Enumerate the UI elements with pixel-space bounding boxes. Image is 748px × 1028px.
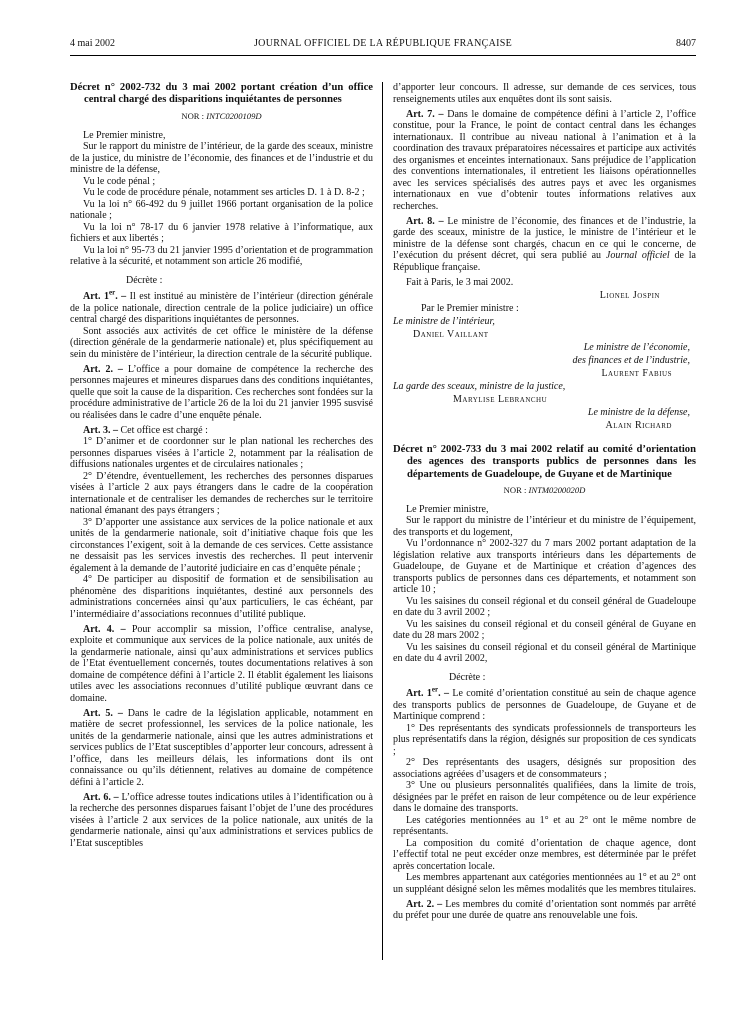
text-run: Fait à Paris, le 3 mai 2002. xyxy=(406,276,514,288)
text-run: Décrète : xyxy=(449,671,486,683)
paragraph xyxy=(70,176,373,188)
text-run: 1° Des représentants des syndicats professionnels de transporteurs les plus représentatifs dans la région, désignés sur proposition de ces syndicats ; xyxy=(393,722,696,757)
text-run: des finances et de l’industrie, xyxy=(572,354,690,366)
nor-line xyxy=(393,485,696,495)
text-run: Vu les saisines du conseil régional et du conseil général de Guyane en date du 28 mars 2002 ; xyxy=(393,618,696,642)
paragraph xyxy=(393,757,696,780)
text-run: Vu la loi n° 78-17 du 6 janvier 1978 relative à l’informatique, aux fichiers et aux libertés ; xyxy=(70,221,373,245)
text-run: NOR : xyxy=(503,484,529,495)
left-column xyxy=(70,82,383,960)
text-run: L’office a pour domaine de compétence la recherche des personnes majeures et mineures disparues dans des conditions inquiétantes, quelle que soit la cause de la disparition. Ces recherches sont fondées sur la procédure administrative de l’article 26 de la loi du 21 janvier 1995 susvisé ou réalisées dans le cadre d’une enquête pénale. xyxy=(70,363,373,421)
header-rule xyxy=(70,55,696,56)
text-run: 2° D’étendre, éventuellement, les recherches des personnes disparues visées à l’article 2 aux pays étrangers dans le cadre de la coopération internationale et de centraliser les demandes de recherches sur le territoire national émanant des pays étrangers ; xyxy=(70,470,373,517)
paragraph xyxy=(393,277,696,289)
paragraph xyxy=(70,187,373,199)
signature-line xyxy=(393,290,696,302)
decree-title xyxy=(70,82,373,107)
signature-line xyxy=(393,316,696,328)
article-paragraph xyxy=(393,216,696,274)
paragraph xyxy=(393,815,696,838)
article-paragraph xyxy=(70,708,373,789)
text-run: Les catégories mentionnées au 1° et au 2° ont le même nombre de représentants. xyxy=(393,814,696,838)
paragraph xyxy=(393,642,696,665)
paragraph xyxy=(70,130,373,142)
text-run: Alain Richard xyxy=(605,419,672,431)
header-journal-title: JOURNAL OFFICIEL DE LA RÉPUBLIQUE FRANÇAISE xyxy=(253,38,512,49)
paragraph xyxy=(393,780,696,815)
article-paragraph xyxy=(70,288,373,326)
text-run: d’apporter leur concours. Il adresse, sur demande de ces services, tous renseignements utiles aux enquêtes dont ils sont saisis. xyxy=(393,82,696,105)
text-run: Vu le code pénal ; xyxy=(83,175,156,187)
decrete-label xyxy=(393,672,696,684)
text-run: de la République française. xyxy=(393,250,696,273)
text-run: Vu la loi n° 66-492 du 9 juillet 1966 portant organisation de la police nationale ; xyxy=(70,198,373,222)
text-run: Le ministre de l’économie, xyxy=(583,341,690,353)
right-column xyxy=(383,82,696,960)
text-run: Vu la loi n° 95-73 du 21 janvier 1995 d’orientation et de programmation relative à la sécurité, et notamment son article 26 modifié, xyxy=(70,244,373,268)
paragraph xyxy=(70,326,373,361)
decrete-label xyxy=(70,275,373,287)
paragraph xyxy=(393,872,696,895)
article-paragraph xyxy=(70,792,373,850)
text-run: L’office adresse toutes indications utiles à l’identification ou à la recherche des personnes disparues faisant l’objet de l’une des procédures visées à l’article 2 aux services de la police nationale, aux unités de la gendarmerie nationale, ainsi qu’aux administrations et services publics de l’Etat susceptibles xyxy=(70,791,373,849)
text-run: Art. 3. – xyxy=(83,424,121,436)
text-run: er xyxy=(431,686,439,695)
paragraph xyxy=(70,199,373,222)
text-run: Le ministre de la défense, xyxy=(587,406,690,418)
text-run: Marylise Lebranchu xyxy=(453,393,548,405)
two-column-content xyxy=(70,82,696,960)
paragraph xyxy=(70,222,373,245)
signature-line xyxy=(393,355,696,367)
text-run: Sur le rapport du ministre de l’intérieur et du ministre de l’équipement, des transports et du logement, xyxy=(393,515,696,538)
text-run: Le comité d’orientation constitué au sein de chaque agence des transports publics de personnes de Guadeloupe, de Guyane et de Martinique comprend : xyxy=(393,688,696,723)
text-run: La composition du comité d’orientation de chaque agence, dont l’effectif total ne peut excéder onze membres, est déterminée par le préfet après concertation locale. xyxy=(393,837,696,872)
text-run: Le ministre de l’économie, des finances et de l’industrie, la garde des sceaux, ministre de la justice, le ministre de l’intérieur et le ministre de la défense sont chargés, chacun en ce qui le concerne, de l’exécution du présent décret, qui sera publié au xyxy=(393,215,696,261)
text-run: Le ministre de l’intérieur, xyxy=(393,315,495,327)
text-run: Par le Premier ministre : xyxy=(421,302,519,314)
text-run: Cet office est chargé : xyxy=(120,424,208,436)
text-run: Il est institué au ministère de l’intérieur (direction générale de la police nationale, direction centrale de la police judiciaire) un office central chargé des disparitions inquiétantes de personnes. xyxy=(70,291,373,326)
text-run: INTC0200109D xyxy=(206,110,262,121)
paragraph xyxy=(70,245,373,268)
signature-line xyxy=(393,368,696,380)
paragraph xyxy=(393,538,696,596)
text-run: . – xyxy=(115,291,130,303)
text-run: Journal officiel xyxy=(605,250,670,261)
page-header xyxy=(70,38,696,50)
text-run: Dans le domaine de compétence défini à l’article 2, l’office constitue, pour la France, le point de contact central dans les échanges internationaux. Il contribue au niveau national à l’animation et à la coordination des travaux préparatoires nécessaires et participe aux activités des organismes et enceintes internationaux. Sans préjudice de l’application des conventions internationales, il entretient les liaisons opérationnelles avec les services spécialisés des autres pays et avec les organismes internationaux en vue d’obtenir toutes informations relatives aux recherches. xyxy=(393,108,696,212)
text-run: Lionel Jospin xyxy=(599,289,660,301)
article-paragraph xyxy=(393,688,696,723)
signature-line xyxy=(393,407,696,419)
paragraph xyxy=(70,141,373,176)
text-run: Daniel Vaillant xyxy=(413,328,489,340)
text-run: Art. 5. – xyxy=(83,707,128,719)
text-run: 4° De participer au dispositif de formation et de sensibilisation au phénomène des disparitions inquiétantes, destiné aux personnels des administrations concernées ainsi qu’aux particuliers, le cas échéant, par l’intermédiaire d’associations reconnues d’utilité publique. xyxy=(70,574,373,620)
text-run: Dans le cadre de la législation applicable, notamment en matière de secret professionnel, les services de la police nationale, les unités de la gendarmerie nationale, ainsi que les autres administrations et services publics de l’Etat susceptibles d’apporter leur concours, adressent à l’office, dans les meilleurs délais, les informations dont ils ont connaissance ou qu’ils détiennent, relatives au domaine de compétence défini à l’article 2. xyxy=(70,707,373,788)
text-run: La garde des sceaux, ministre de la justice, xyxy=(393,380,566,392)
text-run: Art. 2. – xyxy=(406,898,446,910)
text-run: Art. 8. – xyxy=(406,215,448,227)
text-run: 2° Des représentants des usagers, désignés sur proposition des associations agréées d’usagers et de consommateurs ; xyxy=(393,757,696,780)
paragraph xyxy=(393,596,696,619)
text-run: . – xyxy=(438,688,453,700)
signature-line xyxy=(393,303,696,315)
text-run: Le Premier ministre, xyxy=(406,503,489,515)
text-run: Sur le rapport du ministre de l’intérieur, de la garde des sceaux, ministre de la justice, du ministre de l’économie, des finances et de l’industrie et du ministre de la défense, xyxy=(70,141,373,176)
text-run: Décret n° 2002-733 du 3 mai 2002 relatif au comité d’orientation des agences des transports publics de personnes dans les départements de Guadeloupe, de Guyane et de Martinique xyxy=(393,444,696,480)
text-run: er xyxy=(108,288,116,297)
text-run: Les membres appartenant aux catégories mentionnées au 1° et au 2° ont un suppléant désigné selon les mêmes modalités que les membres titulaires. xyxy=(393,872,696,895)
text-run: Les membres du comité d’orientation sont nommés par arrêté du préfet pour une durée de quatre ans renouvelable une fois. xyxy=(393,898,696,922)
article-paragraph xyxy=(70,624,373,705)
text-run: Art. 1 xyxy=(83,291,109,303)
paragraph xyxy=(393,723,696,758)
text-run: Vu les saisines du conseil régional et du conseil général de Guadeloupe en date du 3 avril 2002 ; xyxy=(393,595,696,619)
text-run: 1° D’animer et de coordonner sur le plan national les recherches des personnes disparues visées à l’article 2, notamment par la réalisation de diffusions nationales urgentes et de circulaires nationales ; xyxy=(70,436,373,471)
paragraph xyxy=(70,471,373,517)
article-paragraph xyxy=(393,109,696,213)
text-run: 3° Une ou plusieurs personnalités qualifiées, dans la limite de trois, désignées par le préfet en raison de leur compétence ou de leur expérience dans le domaine des transports. xyxy=(393,780,696,815)
paragraph xyxy=(393,838,696,873)
text-run: Laurent Fabius xyxy=(601,367,672,379)
paragraph xyxy=(70,574,373,620)
text-run: Sont associés aux activités de cet office le ministère de la défense (direction générale de la gendarmerie nationale) et, plus spécifiquement au sein du ministère de l’intérieur, la direction centrale de la sécurité publique. xyxy=(70,325,373,360)
paragraph xyxy=(393,619,696,642)
text-run: Art. 7. – xyxy=(406,108,448,120)
signature-line xyxy=(393,381,696,393)
header-date: 4 mai 2002 xyxy=(70,38,115,49)
text-run: Vu le code de procédure pénale, notamment ses articles D. 1 à D. 8-2 ; xyxy=(83,187,365,199)
header-page-number: 8407 xyxy=(676,38,696,49)
decree-title xyxy=(393,444,696,481)
text-run: Vu les saisines du conseil régional et du conseil général de Martinique en date du 4 avril 2002, xyxy=(393,641,696,665)
signature-line xyxy=(393,394,696,406)
text-run: Décrète : xyxy=(126,274,163,286)
signature-line xyxy=(393,342,696,354)
paragraph xyxy=(393,82,696,105)
text-run: Pour accomplir sa mission, l’office centralise, analyse, exploite et communique aux services de la police nationale, aux unités de la gendarmerie nationale, ainsi qu’aux administrations et services publics de l’Etat éventuellement concernés, toutes documentations relatives à son domaine de compétence défini à l’article 2. Il établit également les liaisons utiles avec les associations reconnues d’utilité publique œuvrant dans ce domaine. xyxy=(70,623,373,704)
nor-line xyxy=(70,111,373,121)
paragraph xyxy=(393,504,696,516)
article-paragraph xyxy=(70,364,373,422)
text-run: Le Premier ministre, xyxy=(83,129,166,141)
signature-line xyxy=(393,329,696,341)
article-paragraph xyxy=(393,899,696,922)
signature-line xyxy=(393,420,696,432)
paragraph xyxy=(70,436,373,471)
text-run: Art. 4. – xyxy=(83,623,132,635)
text-run: Art. 1 xyxy=(406,688,432,700)
text-run: Art. 2. – xyxy=(83,363,128,375)
text-run: 3° D’apporter une assistance aux services de la police nationale et aux unités de la gendarmerie nationale, soit d’initiative chaque fois que les circonstances l’exigent, soit à la demande de ces services. Cette assistance ne dessaisit pas les services investis des recherches. Il peut intervenir également à la demande de l’autorité judiciaire en cas d’enquête pénale ; xyxy=(70,516,373,574)
text-run: INTM0200020D xyxy=(528,484,586,495)
journal-page xyxy=(0,38,748,1028)
text-run: Vu l’ordonnance n° 2002-327 du 7 mars 2002 portant adaptation de la législation relative aux transports intérieurs dans les départements de Guadeloupe, de Guyane et de Martinique et création d’agences des transports publics de personnes dans ces départements, et notamment son article 10 ; xyxy=(393,538,696,596)
text-run: Art. 6. – xyxy=(83,791,122,803)
paragraph xyxy=(393,515,696,538)
article-paragraph xyxy=(70,425,373,437)
text-run: Décret n° 2002-732 du 3 mai 2002 portant création d’un office central chargé des disparitions inquiétantes de personnes xyxy=(70,82,373,106)
text-run: NOR : xyxy=(181,110,207,121)
paragraph xyxy=(70,517,373,575)
